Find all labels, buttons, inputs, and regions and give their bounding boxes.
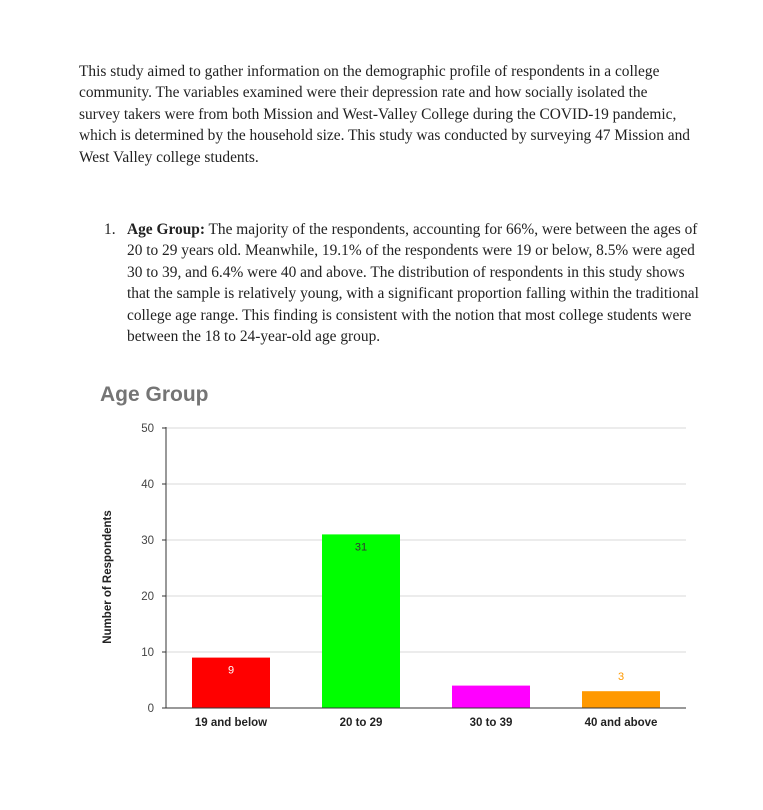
bar-3 — [452, 686, 530, 708]
chart-x-tick-labels — [195, 717, 658, 729]
x-tick-label: 30 to 39 — [469, 717, 513, 729]
chart-y-tick-labels — [141, 423, 154, 715]
chart-title: Age Group — [100, 383, 209, 406]
y-tick-label: 30 — [141, 535, 154, 547]
data-label-4: 3 — [617, 671, 625, 684]
x-tick-label: 40 and above — [584, 717, 658, 729]
y-tick-label: 50 — [141, 423, 154, 435]
y-tick-label: 10 — [141, 647, 154, 659]
y-tick-label: 20 — [141, 591, 154, 603]
data-label-2: 31 — [354, 541, 368, 554]
bar-4 — [582, 691, 660, 708]
list-item-text: The majority of the respondents, accounting for 66%, were between the ages of 20 to 29 years old. Meanwhile, 19.1% of the respondents were 19 or below, 8.5% were aged 30 to 39, and 6.4% were 40 and above. The distribution of respondents in this study shows that the sample is relatively young, with a significant proportion falling within the traditional college age range. This finding is consistent with the notion that most college students were between the 18 to 24-year-old age group. — [127, 221, 699, 346]
y-axis-label: Number of Respondents — [102, 510, 114, 644]
list-item-heading: Age Group: — [127, 221, 205, 238]
x-tick-label: 19 and below — [194, 717, 268, 729]
data-label-3: 4 — [487, 665, 495, 678]
intro-paragraph: This study aimed to gather information on the demographic profile of respondents in a college community. The variables examined were their depression rate and how socially isolated the survey takers were from both Mission and West-Valley College during the COVID-19 pandemic, which is determined by the household size. This study was conducted by surveying 47 Mission and West Valley college students. — [79, 63, 690, 166]
bar-2 — [322, 534, 400, 708]
y-tick-label: 0 — [147, 703, 154, 715]
data-label-1: 9 — [227, 664, 235, 677]
chart-data-labels — [228, 541, 624, 683]
list-number: 1. — [104, 221, 116, 238]
chart-bars — [192, 534, 660, 708]
x-tick-label: 20 to 29 — [339, 717, 383, 729]
y-tick-label: 40 — [141, 479, 154, 491]
